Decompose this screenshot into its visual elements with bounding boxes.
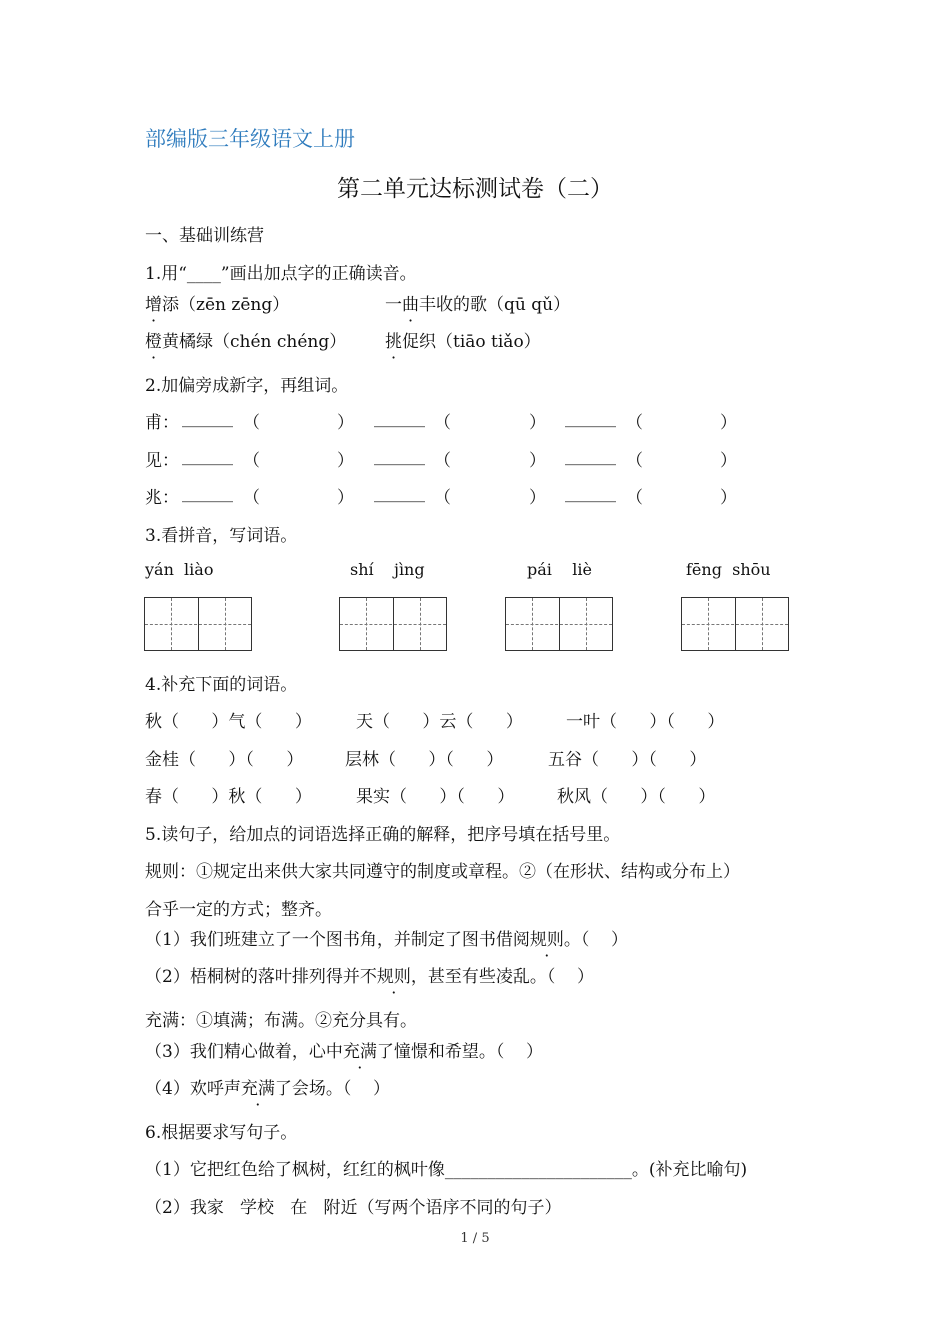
pinyin-label: yán liào bbox=[145, 560, 214, 579]
paren-open: （ bbox=[626, 413, 643, 433]
q4-item: 秋风（ ）（ ） bbox=[557, 787, 716, 807]
paren-close: ） bbox=[337, 413, 354, 433]
question-6-prompt: 6.根据要求写句子。 bbox=[145, 1123, 298, 1143]
q2-blank[interactable]: ______ bbox=[182, 483, 233, 503]
q4-item: 层林（ ）（ ） bbox=[345, 750, 504, 770]
q2-row-char: 见： bbox=[145, 451, 179, 471]
paren-close: ） bbox=[720, 413, 737, 433]
q1-item-1: 增添（zēn zēng） bbox=[145, 290, 289, 315]
paren-close: ） bbox=[720, 488, 737, 508]
paren-close: ） bbox=[337, 451, 354, 471]
dotted-char: 曲 bbox=[402, 295, 419, 315]
q4-item: 金桂（ ）（ ） bbox=[145, 750, 304, 770]
dotted-word: 充满 bbox=[240, 1079, 275, 1099]
paren-close: ） bbox=[529, 451, 546, 471]
q2-blank[interactable]: ______ bbox=[565, 483, 616, 503]
page-title: 第二单元达标测试卷（二） bbox=[337, 176, 613, 202]
pinyin-label: pái liè bbox=[527, 560, 592, 579]
q5-sentence-4: （4）欢呼声充满了会场。（ ） bbox=[145, 1074, 390, 1099]
definition-line: 充满：①填满；布满。②充分具有。 bbox=[145, 1011, 417, 1031]
paren-open: （ bbox=[434, 488, 451, 508]
paren-open: （ bbox=[626, 488, 643, 508]
writing-grid[interactable] bbox=[144, 597, 252, 651]
dotted-char: 橙 bbox=[145, 332, 162, 352]
q2-row-char: 甫： bbox=[145, 413, 179, 433]
q6-sentence-1: （1）它把红色给了枫树，红红的枫叶像______________________。(补充比喻句) bbox=[145, 1160, 748, 1180]
writing-grid[interactable] bbox=[505, 597, 613, 651]
writing-grid[interactable] bbox=[339, 597, 447, 651]
dotted-char: 挑 bbox=[385, 332, 402, 352]
q4-item: 秋（ ）气（ ） bbox=[145, 712, 312, 732]
q6-sentence-2: （2）我家 学校 在 附近（写两个语序不同的句子） bbox=[145, 1198, 562, 1218]
paren-close: ） bbox=[720, 451, 737, 471]
dotted-word: 规则 bbox=[529, 930, 564, 950]
q2-blank[interactable]: ______ bbox=[182, 408, 233, 428]
q4-item: 五谷（ ）（ ） bbox=[548, 750, 707, 770]
q2-blank[interactable]: ______ bbox=[565, 408, 616, 428]
paren-open: （ bbox=[243, 488, 260, 508]
q4-item: 一叶（ ）（ ） bbox=[566, 712, 725, 732]
q2-row-char: 兆： bbox=[145, 488, 179, 508]
subject-heading: 部编版三年级语文上册 bbox=[145, 127, 355, 151]
question-3-prompt: 3.看拼音，写词语。 bbox=[145, 526, 298, 546]
question-5-prompt: 5.读句子，给加点的词语选择正确的解释，把序号填在括号里。 bbox=[145, 825, 621, 845]
q2-blank[interactable]: ______ bbox=[374, 408, 425, 428]
question-4-prompt: 4.补充下面的词语。 bbox=[145, 675, 298, 695]
q1-item-4: 挑促织（tiāo tiǎo） bbox=[385, 327, 541, 352]
writing-grid[interactable] bbox=[681, 597, 789, 651]
definition-line: 规则：①规定出来供大家共同遵守的制度或章程。②（在形状、结构或分布上） bbox=[145, 862, 740, 882]
page-number: 1 / 5 bbox=[460, 1231, 490, 1246]
paren-open: （ bbox=[243, 413, 260, 433]
q5-sentence-1: （1）我们班建立了一个图书角，并制定了图书借阅规则。（ ） bbox=[145, 925, 628, 950]
q2-blank[interactable]: ______ bbox=[374, 483, 425, 503]
dotted-word: 充满 bbox=[342, 1042, 377, 1062]
question-1-prompt: 1.用“____”画出加点字的正确读音。 bbox=[145, 264, 417, 284]
q2-blank[interactable]: ______ bbox=[374, 446, 425, 466]
paren-close: ） bbox=[529, 413, 546, 433]
paren-open: （ bbox=[243, 451, 260, 471]
paren-close: ） bbox=[529, 488, 546, 508]
pinyin-label: fēng shōu bbox=[686, 560, 771, 579]
dotted-word: 规则 bbox=[376, 967, 411, 987]
q4-item: 天（ ）云（ ） bbox=[356, 712, 523, 732]
q2-blank[interactable]: ______ bbox=[182, 446, 233, 466]
q4-item: 春（ ）秋（ ） bbox=[145, 787, 312, 807]
q5-sentence-3: （3）我们精心做着，心中充满了憧憬和希望。（ ） bbox=[145, 1037, 543, 1062]
q1-item-3: 橙黄橘绿（chén chéng） bbox=[145, 327, 346, 352]
paren-close: ） bbox=[337, 488, 354, 508]
section-heading: 一、基础训练营 bbox=[145, 226, 264, 246]
definition-line: 合乎一定的方式；整齐。 bbox=[145, 900, 332, 920]
q4-item: 果实（ ）（ ） bbox=[356, 787, 515, 807]
paren-open: （ bbox=[434, 413, 451, 433]
paren-open: （ bbox=[626, 451, 643, 471]
question-2-prompt: 2.加偏旁成新字，再组词。 bbox=[145, 376, 349, 396]
pinyin-label: shí jìng bbox=[350, 560, 425, 579]
q2-blank[interactable]: ______ bbox=[565, 446, 616, 466]
paren-open: （ bbox=[434, 451, 451, 471]
dotted-char: 增 bbox=[145, 295, 162, 315]
q1-item-2: 一曲丰收的歌（qū qǔ） bbox=[385, 290, 570, 315]
q5-sentence-2: （2）梧桐树的落叶排列得并不规则，甚至有些凌乱。（ ） bbox=[145, 962, 594, 987]
